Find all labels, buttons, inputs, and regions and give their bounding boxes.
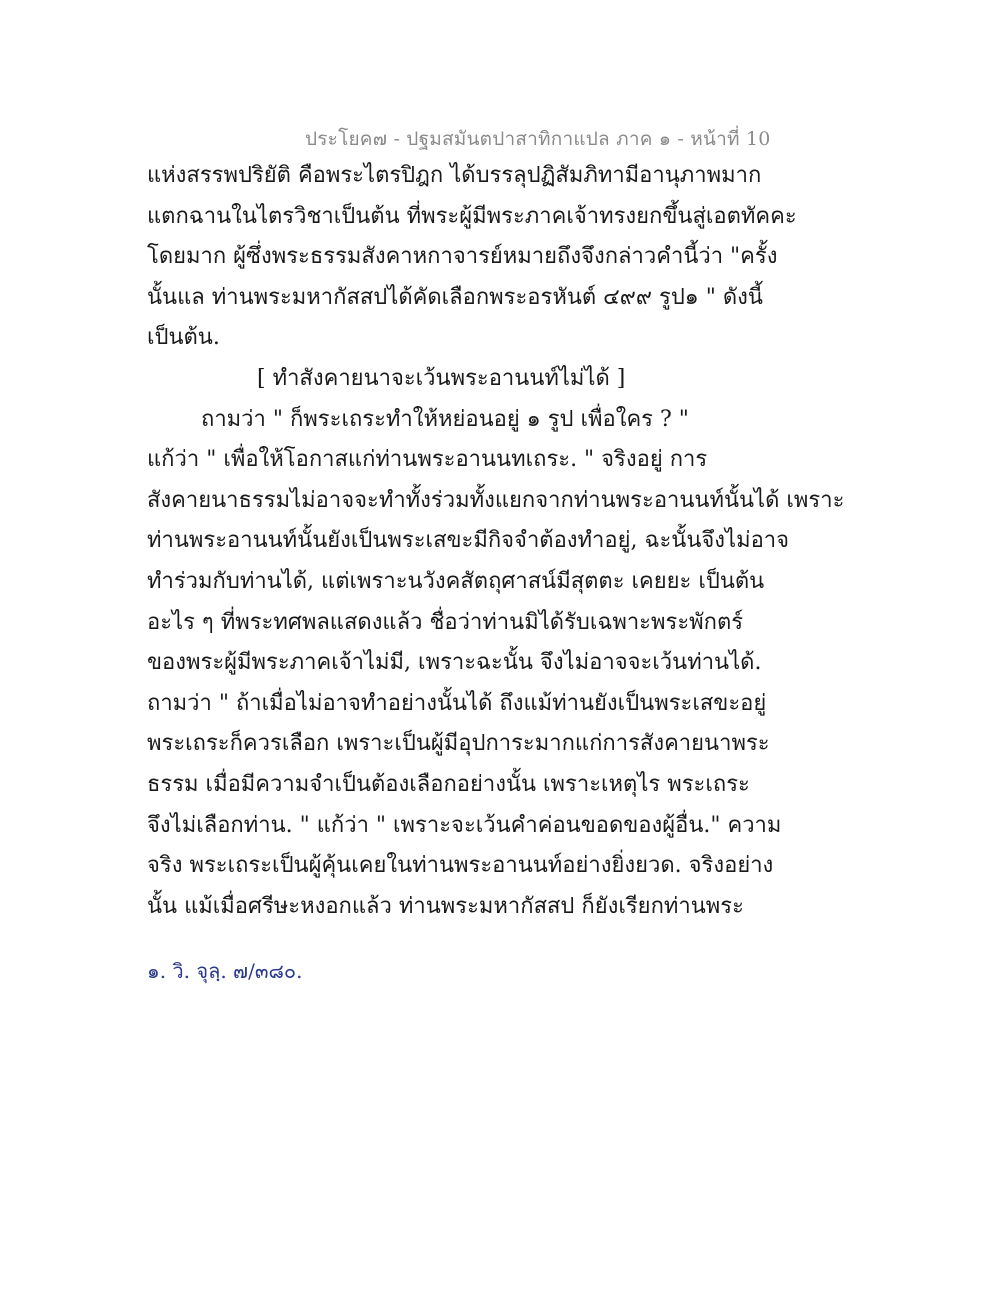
text-line: ของพระผู้มีพระภาคเจ้าไม่มี, เพราะฉะนั้น จึงไม่อาจจะเว้นท่านได้. xyxy=(147,650,762,676)
text-line: ถามว่า " ถ้าเมื่อไม่อาจทำอย่างนั้นได้ ถึงแม้ท่านยังเป็นพระเสขะอยู่ xyxy=(147,690,767,716)
text-line: โดยมาก ผู้ซึ่งพระธรรมสังคาหกาจารย์หมายถึงจึงกล่าวคำนี้ว่า "ครั้ง xyxy=(147,244,778,270)
text-line: ทำร่วมกับท่านได้, แต่เพราะนวังคสัตถุศาสน์มีสุตตะ เคยยะ เป็นต้น xyxy=(147,568,765,594)
footnote: ๑. วิ. จุลฺ. ๗/๓๘๐. xyxy=(147,959,303,983)
text-line: นั้นแล ท่านพระมหากัสสปได้คัดเลือกพระอรหันต์ ๔๙๙ รูป๑ " ดังนี้ xyxy=(147,284,763,310)
page-header: ประโยค๗ - ปฐมสมันตปาสาทิกาแปล ภาค ๑ - หน้าที่ 10 xyxy=(305,128,771,150)
section-heading: [ ทำสังคายนาจะเว้นพระอานนท์ไม่ได้ ] xyxy=(257,365,626,391)
text-line: ท่านพระอานนท์นั้นยังเป็นพระเสขะมีกิจจำต้องทำอยู่, ฉะนั้นจึงไม่อาจ xyxy=(147,528,790,554)
text-line: ถามว่า " ก็พระเถระทำให้หย่อนอยู่ ๑ รูป เพื่อใคร ? " xyxy=(201,406,689,432)
text-line: แตกฉานในไตรวิชาเป็นต้น ที่พระผู้มีพระภาคเจ้าทรงยกขึ้นสู่เอตทัคคะ xyxy=(147,203,797,229)
text-line: อะไร ๆ ที่พระทศพลแสดงแล้ว ชื่อว่าท่านมิได้รับเฉพาะพระพักตร์ xyxy=(147,609,744,635)
text-line: จึงไม่เลือกท่าน. " แก้ว่า " เพราะจะเว้นคำค่อนขอดของผู้อื่น." ความ xyxy=(147,812,782,838)
text-line: พระเถระก็ควรเลือก เพราะเป็นผู้มีอุปการะมากแก่การสังคายนาพระ xyxy=(147,731,770,757)
body-text xyxy=(147,156,845,927)
text-line: ธรรม เมื่อมีความจำเป็นต้องเลือกอย่างนั้น เพราะเหตุไร พระเถระ xyxy=(147,771,750,797)
text-line: เป็นต้น. xyxy=(147,325,220,351)
text-line: แห่งสรรพปริยัติ คือพระไตรปิฎก ได้บรรลุปฏิสัมภิทามีอานุภาพมาก xyxy=(147,163,762,188)
text-line: นั้น แม้เมื่อศรีษะหงอกแล้ว ท่านพระมหากัสสป ก็ยังเรียกท่านพระ xyxy=(147,893,744,919)
text-line: จริง พระเถระเป็นผู้คุ้นเคยในท่านพระอานนท์อย่างยิ่งยวด. จริงอย่าง xyxy=(147,853,774,879)
text-line: สังคายนาธรรมไม่อาจจะทำทั้งร่วมทั้งแยกจากท่านพระอานนท์นั้นได้ เพราะ xyxy=(147,487,845,513)
text-line: แก้ว่า " เพื่อให้โอกาสแก่ท่านพระอานนทเถระ. " จริงอยู่ การ xyxy=(147,447,708,473)
